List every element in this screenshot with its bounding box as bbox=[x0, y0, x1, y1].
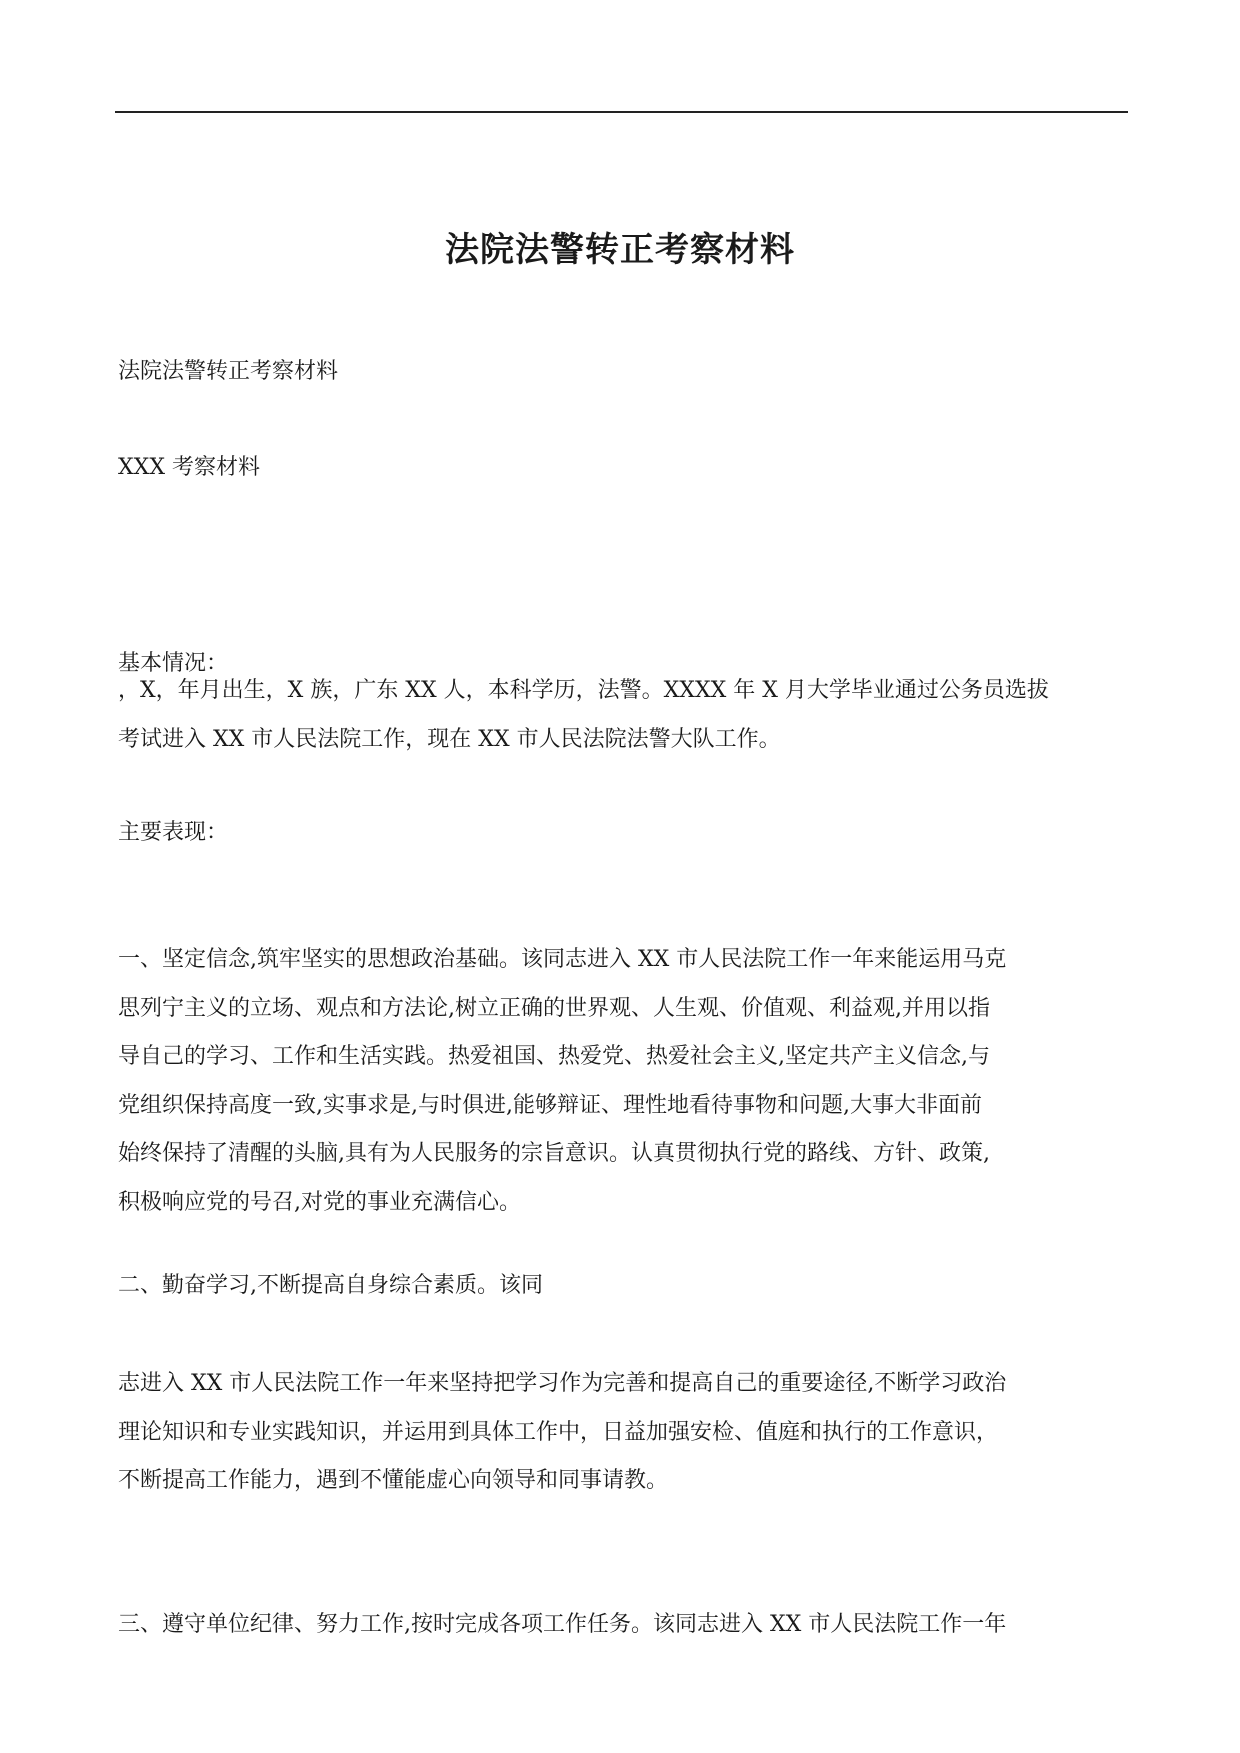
section-1-line: 一、坚定信念,筑牢坚实的思想政治基础。该同志进入 XX 市人民法院工作一年来能运用马克 bbox=[118, 947, 1007, 972]
section-2-line: 理论知识和专业实践知识，并运用到具体工作中，日益加强安检、值庭和执行的工作意识， bbox=[118, 1419, 999, 1445]
header-rule bbox=[115, 111, 1128, 113]
basic-info-line: 考试进入 XX 市人民法院工作，现在 XX 市人民法院法警大队工作。 bbox=[118, 726, 781, 752]
section-2-paragraph bbox=[118, 1360, 1128, 1506]
section-1-line: 始终保持了清醒的头脑,具有为人民服务的宗旨意识。认真贯彻执行党的路线、方针、政策, bbox=[118, 1141, 990, 1167]
basic-info-paragraph bbox=[118, 667, 1128, 764]
section-1-line: 思列宁主义的立场、观点和方法论,树立正确的世界观、人生观、价值观、利益观,并用以指 bbox=[118, 995, 990, 1021]
section-1-paragraph bbox=[118, 936, 1128, 1228]
material-heading: XXX 考察材料 bbox=[118, 455, 260, 480]
section-1-line: 党组织保持高度一致,实事求是,与时俱进,能够辩证、理性地看待事物和问题,大事大非面前 bbox=[118, 1092, 982, 1118]
section-3-line: 三、遵守单位纪律、努力工作,按时完成各项工作任务。该同志进入 XX 市人民法院工作一年 bbox=[118, 1612, 1007, 1637]
document-subtitle: 法院法警转正考察材料 bbox=[118, 359, 339, 384]
document-title: 法院法警转正考察材料 bbox=[445, 230, 795, 270]
main-performance-heading: 主要表现： bbox=[118, 820, 229, 845]
section-2-heading: 二、勤奋学习,不断提高自身综合素质。该同 bbox=[118, 1273, 543, 1298]
basic-info-heading: 基本情况： bbox=[118, 651, 229, 676]
section-1-line: 导自己的学习、工作和生活实践。热爱祖国、热爱党、热爱社会主义,坚定共产主义信念,与 bbox=[118, 1044, 990, 1070]
section-2-line: 志进入 XX 市人民法院工作一年来坚持把学习作为完善和提高自己的重要途径,不断学习政治 bbox=[118, 1371, 1007, 1396]
section-1-line: 积极响应党的号召,对党的事业充满信心。 bbox=[118, 1189, 521, 1215]
basic-info-line: ，X，年月出生，X 族，广东 XX 人，本科学历，法警。XXXX 年 X 月大学毕业通过公务员选拔 bbox=[118, 678, 1049, 703]
section-2-line: 不断提高工作能力，遇到不懂能虚心向领导和同事请教。 bbox=[118, 1468, 669, 1494]
